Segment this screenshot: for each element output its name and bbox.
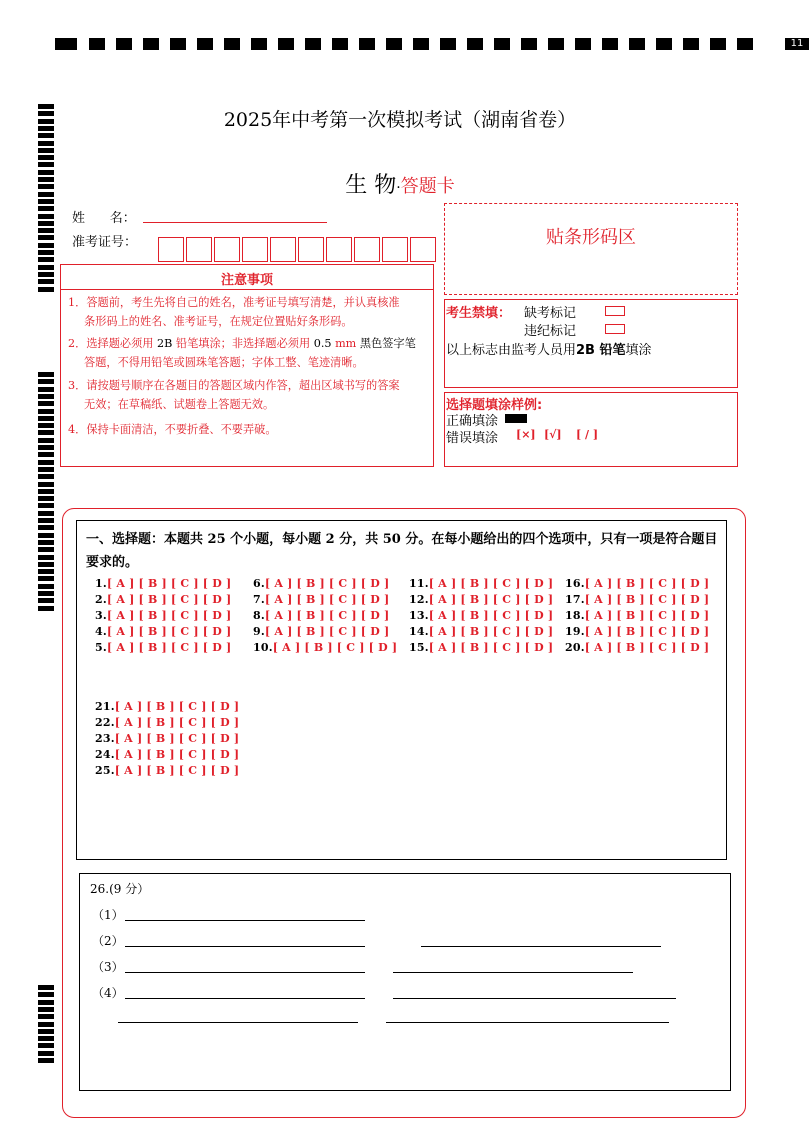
timing-mark xyxy=(38,591,54,596)
id-digit-box[interactable] xyxy=(326,237,352,262)
subject-separator: · xyxy=(396,180,401,196)
timing-mark xyxy=(38,452,54,457)
timing-mark xyxy=(38,235,54,240)
q26-part-4-label: （4） xyxy=(92,986,124,1000)
id-digit-box[interactable] xyxy=(382,237,408,262)
barcode-area-label: 贴条形码区 xyxy=(546,227,636,248)
timing-mark xyxy=(737,38,753,50)
timing-mark xyxy=(251,38,267,50)
timing-mark xyxy=(467,38,483,50)
timing-mark xyxy=(38,257,54,262)
timing-mark xyxy=(683,38,699,50)
answer-card-label: 答题卡 xyxy=(400,176,455,197)
question-row[interactable]: 5.[ A ] [ B ] [ C ] [ D ] xyxy=(95,641,232,654)
fill-sample-label: 选择题填涂样例: xyxy=(446,398,543,413)
name-label: 姓 名： xyxy=(72,211,136,226)
question-row[interactable]: 19.[ A ] [ B ] [ C ] [ D ] xyxy=(565,625,710,638)
violation-mark-box[interactable] xyxy=(605,324,625,334)
timing-mark xyxy=(38,394,54,399)
q26-part-1-label: （1） xyxy=(92,908,124,922)
timing-mark xyxy=(38,489,54,494)
timing-mark xyxy=(38,460,54,465)
correct-fill-sample xyxy=(505,414,527,423)
timing-mark xyxy=(197,38,213,50)
answer-line[interactable] xyxy=(125,998,365,999)
timing-mark xyxy=(38,518,54,523)
question-row[interactable]: 25.[ A ] [ B ] [ C ] [ D ] xyxy=(95,764,240,777)
timing-mark xyxy=(656,38,672,50)
timing-mark xyxy=(38,423,54,428)
question-row[interactable]: 24.[ A ] [ B ] [ C ] [ D ] xyxy=(95,748,240,761)
timing-mark xyxy=(38,279,54,284)
question-row[interactable]: 6.[ A ] [ B ] [ C ] [ D ] xyxy=(253,577,390,590)
timing-mark xyxy=(143,38,159,50)
timing-mark xyxy=(332,38,348,50)
question-row[interactable]: 21.[ A ] [ B ] [ C ] [ D ] xyxy=(95,700,240,713)
timing-mark xyxy=(38,576,54,581)
timing-mark xyxy=(38,430,54,435)
timing-mark xyxy=(521,38,537,50)
question-row[interactable]: 4.[ A ] [ B ] [ C ] [ D ] xyxy=(95,625,232,638)
timing-mark xyxy=(386,38,402,50)
timing-mark xyxy=(710,38,726,50)
name-field[interactable] xyxy=(143,222,327,223)
question-row[interactable]: 1.[ A ] [ B ] [ C ] [ D ] xyxy=(95,577,232,590)
id-digit-box[interactable] xyxy=(298,237,324,262)
question-26-box xyxy=(79,873,731,1091)
question-row[interactable]: 16.[ A ] [ B ] [ C ] [ D ] xyxy=(565,577,710,590)
q26-part-3-label: （3） xyxy=(92,960,124,974)
timing-mark xyxy=(38,221,54,226)
question-row[interactable]: 17.[ A ] [ B ] [ C ] [ D ] xyxy=(565,593,710,606)
q26-part-2-label: （2） xyxy=(92,934,124,948)
timing-mark xyxy=(38,1029,54,1034)
id-digit-box[interactable] xyxy=(270,237,296,262)
question-row[interactable]: 18.[ A ] [ B ] [ C ] [ D ] xyxy=(565,609,710,622)
barcode-area xyxy=(444,203,738,295)
forbidden-label: 考生禁填： xyxy=(446,306,512,321)
timing-mark xyxy=(38,985,54,990)
timing-mark xyxy=(413,38,429,50)
answer-line[interactable] xyxy=(393,998,676,999)
answer-line[interactable] xyxy=(393,972,633,973)
question-row[interactable]: 10.[ A ] [ B ] [ C ] [ D ] xyxy=(253,641,398,654)
timing-mark xyxy=(38,547,54,552)
timing-mark xyxy=(38,416,54,421)
section1-title: 一、选择题：本题共 25 个小题，每小题 2 分，共 50 分。在每小题给出的四个选项中，只有一项是符合题目要求的。 xyxy=(86,532,718,570)
exam-title: 2025年中考第一次模拟考试（湖南省卷） xyxy=(223,109,577,131)
question-row[interactable]: 3.[ A ] [ B ] [ C ] [ D ] xyxy=(95,609,232,622)
timing-mark xyxy=(224,38,240,50)
notice-title: 注意事项 xyxy=(220,273,273,288)
id-digit-box[interactable] xyxy=(410,237,436,262)
timing-mark xyxy=(38,243,54,248)
timing-mark xyxy=(305,38,321,50)
timing-mark xyxy=(38,555,54,560)
timing-mark xyxy=(38,474,54,479)
id-digit-box[interactable] xyxy=(158,237,184,262)
question-row[interactable]: 20.[ A ] [ B ] [ C ] [ D ] xyxy=(565,641,710,654)
notice-item-1: 1．答题前，考生先将自己的姓名，准考证号填写清楚，并认真核准 条形码上的姓名、准考证号，在规定位置贴好条形码。 xyxy=(68,296,400,328)
violation-mark-label: 违纪标记 xyxy=(524,324,577,339)
answer-line[interactable] xyxy=(118,1022,358,1023)
timing-mark xyxy=(38,503,54,508)
timing-mark xyxy=(602,38,618,50)
timing-mark xyxy=(38,482,54,487)
notice-item-2: 2．选择题必须用 2B 铅笔填涂；非选择题必须用 0.5 mm 黑色签字笔 答题，不得用铅笔或圆珠笔答题；字体工整、笔迹清晰。 xyxy=(68,337,416,369)
top-timing-marks xyxy=(55,38,804,50)
answer-line[interactable] xyxy=(125,972,365,973)
timing-mark xyxy=(38,206,54,211)
timing-mark xyxy=(38,584,54,589)
timing-mark xyxy=(89,38,105,50)
question-row[interactable]: 23.[ A ] [ B ] [ C ] [ D ] xyxy=(95,732,240,745)
timing-mark xyxy=(38,438,54,443)
timing-mark xyxy=(38,148,54,153)
timing-mark xyxy=(38,1043,54,1048)
timing-mark xyxy=(38,272,54,277)
timing-mark xyxy=(38,387,54,392)
timing-mark xyxy=(38,1014,54,1019)
timing-mark xyxy=(548,38,564,50)
timing-mark xyxy=(38,228,54,233)
timing-mark xyxy=(55,38,77,50)
timing-mark xyxy=(38,540,54,545)
question-row[interactable]: 12.[ A ] [ B ] [ C ] [ D ] xyxy=(409,593,554,606)
timing-mark xyxy=(575,38,591,50)
exam-id-label: 准考证号： xyxy=(72,235,138,250)
timing-mark xyxy=(38,496,54,501)
timing-mark xyxy=(38,199,54,204)
timing-mark xyxy=(38,533,54,538)
exam-id-boxes[interactable] xyxy=(158,237,438,262)
absent-mark-box[interactable] xyxy=(605,306,625,316)
absent-mark-label: 缺考标记 xyxy=(524,306,577,321)
timing-mark xyxy=(38,162,54,167)
question-26-title: 26.(9 分） xyxy=(90,882,150,896)
id-digit-box[interactable] xyxy=(354,237,380,262)
answer-line[interactable] xyxy=(421,946,661,947)
timing-mark xyxy=(38,1036,54,1041)
timing-mark xyxy=(38,250,54,255)
timing-mark xyxy=(116,38,132,50)
notice-item-3: 3．请按题号顺序在各题目的答题区域内作答，超出区域书写的答案 无效；在草稿纸、试题卷上答题无效。 xyxy=(68,379,400,411)
subject-heading xyxy=(0,168,800,199)
question-row[interactable]: 7.[ A ] [ B ] [ C ] [ D ] xyxy=(253,593,390,606)
subject-name: 生 物 xyxy=(345,173,397,198)
timing-mark xyxy=(629,38,645,50)
wrong-mark-x: [×] xyxy=(516,428,536,441)
timing-mark xyxy=(38,1007,54,1012)
notice-item-4: 4．保持卡面清洁，不要折叠、不要弄破。 xyxy=(68,423,277,436)
timing-mark xyxy=(38,287,54,292)
answer-line[interactable] xyxy=(125,946,365,947)
timing-mark xyxy=(359,38,375,50)
id-digit-box[interactable] xyxy=(214,237,240,262)
timing-mark xyxy=(38,1051,54,1056)
timing-mark xyxy=(38,401,54,406)
question-row[interactable]: 15.[ A ] [ B ] [ C ] [ D ] xyxy=(409,641,554,654)
timing-mark xyxy=(170,38,186,50)
timing-mark xyxy=(38,511,54,516)
timing-mark xyxy=(278,38,294,50)
question-row[interactable]: 22.[ A ] [ B ] [ C ] [ D ] xyxy=(95,716,240,729)
timing-mark xyxy=(38,409,54,414)
question-row[interactable]: 2.[ A ] [ B ] [ C ] [ D ] xyxy=(95,593,232,606)
question-row[interactable]: 9.[ A ] [ B ] [ C ] [ D ] xyxy=(253,625,390,638)
wrong-mark-slash: [ / ] xyxy=(576,428,599,441)
timing-mark xyxy=(38,155,54,160)
question-row[interactable]: 8.[ A ] [ B ] [ C ] [ D ] xyxy=(253,609,390,622)
page-number: 11 xyxy=(785,38,809,50)
timing-mark xyxy=(440,38,456,50)
timing-mark xyxy=(38,133,54,138)
wrong-fill-label: 错误填涂 xyxy=(446,431,499,446)
timing-mark xyxy=(38,379,54,384)
timing-mark xyxy=(38,1058,54,1063)
timing-mark xyxy=(38,562,54,567)
question-row[interactable]: 13.[ A ] [ B ] [ C ] [ D ] xyxy=(409,609,554,622)
correct-fill-label: 正确填涂 xyxy=(446,414,499,429)
timing-mark xyxy=(38,214,54,219)
timing-mark xyxy=(38,265,54,270)
timing-mark xyxy=(38,569,54,574)
answer-line[interactable] xyxy=(125,920,365,921)
timing-mark xyxy=(38,992,54,997)
timing-mark xyxy=(38,1022,54,1027)
timing-mark xyxy=(38,598,54,603)
timing-mark xyxy=(38,467,54,472)
question-row[interactable]: 14.[ A ] [ B ] [ C ] [ D ] xyxy=(409,625,554,638)
answer-line[interactable] xyxy=(386,1022,669,1023)
wrong-mark-check: [√] xyxy=(544,428,562,441)
timing-mark xyxy=(38,525,54,530)
timing-mark xyxy=(494,38,510,50)
timing-mark xyxy=(38,1000,54,1005)
forbidden-note: 以上标志由监考人员用2B 铅笔填涂 xyxy=(446,343,652,358)
id-digit-box[interactable] xyxy=(242,237,268,262)
timing-mark xyxy=(38,141,54,146)
timing-mark xyxy=(38,445,54,450)
timing-mark xyxy=(38,372,54,377)
timing-mark xyxy=(38,606,54,611)
id-digit-box[interactable] xyxy=(186,237,212,262)
question-row[interactable]: 11.[ A ] [ B ] [ C ] [ D ] xyxy=(409,577,554,590)
